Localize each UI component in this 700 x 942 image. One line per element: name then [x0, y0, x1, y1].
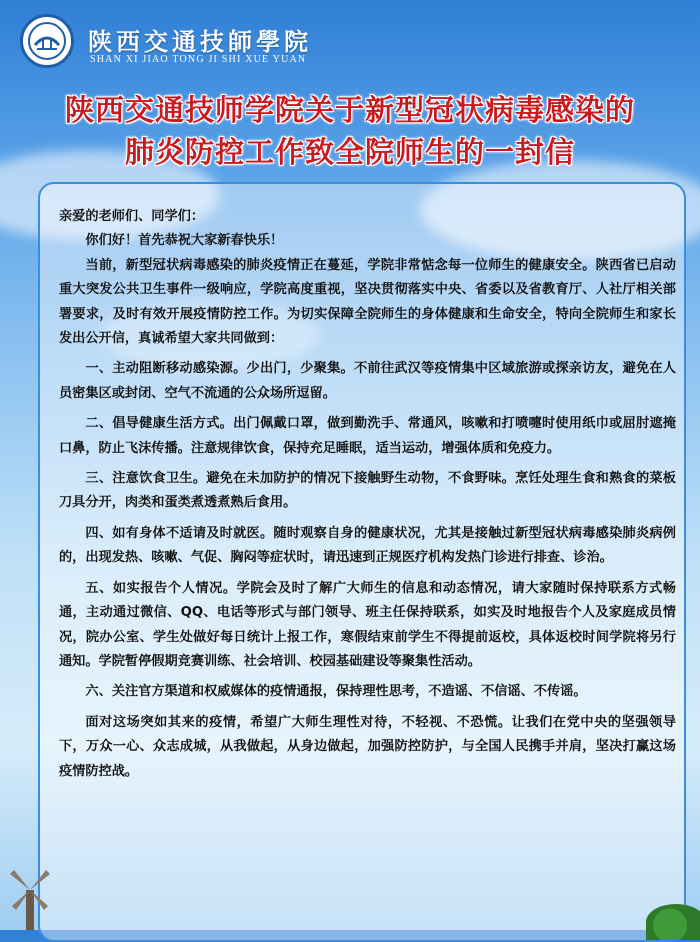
letter-paragraph-2: 二、倡导健康生活方式。出门佩戴口罩，做到勤洗手、常通风，咳嗽和打喷嚏时使用纸巾或屈肘遮掩口鼻，防止飞沫传播。注意规律饮食，保持充足睡眠，适当运动，增强体质和免疫力。 [59, 416, 676, 456]
header [0, 0, 700, 75]
letter-paragraph-6: 六、关注官方渠道和权威媒体的疫情通报，保持理性思考，不造谣、不信谣、不传谣。 [85, 684, 587, 700]
letter-paragraph-5: 五、如实报告个人情况。学院会及时了解广大师生的信息和动态情况，请大家随时保持联系方式畅通，主动通过微信、QQ、电话等形式与部门领导、班主任保持联系，如实及时地报告个人及家庭成员情况，院办公室、学生处做好每日统计上报工作，寒假结束前学生不得提前返校，具体返校时间学院将另行通知。学院暂停假期竞赛训练、社会培训、校园基础建设等聚集性活动。 [59, 580, 676, 669]
letter-paragraph-4: 四、如有身体不适请及时就医。随时观察自身的健康状况，尤其是接触过新型冠状病毒感染肺炎病例的，出现发热、咳嗽、气促、胸闷等症状时，请迅速到正规医疗机构发热门诊进行排查、诊治。 [59, 525, 676, 566]
school-name-en: SHAN XI JIAO TONG JI SHI XUE YUAN [90, 54, 307, 65]
letter-greeting: 你们好！首先恭祝大家新春快乐！ [85, 233, 284, 249]
letter-paragraph-3: 三、注意饮食卫生。避免在未加防护的情况下接触野生动物，不食野味。烹饪处理生食和熟食的菜板刀具分开，肉类和蛋类煮透煮熟后食用。 [59, 471, 676, 511]
tree-decoration [646, 904, 700, 940]
letter-title-line-1: 陕西交通技师学院关于新型冠状病毒感染的 [64, 93, 635, 127]
school-name-cn: 陕西交通技師學院 [88, 27, 312, 56]
school-emblem-icon [20, 14, 74, 68]
letter-salutation: 亲爱的老师们、同学们： [59, 209, 205, 224]
letter-paragraph-1: 一、主动阻断移动感染源。少出门，少聚集。不前往武汉等疫情集中区域旅游或探亲访友，避免在人员密集区或封闭、空气不流通的公众场所逗留。 [59, 361, 676, 401]
letter-body [59, 205, 676, 784]
windmill-icon [6, 860, 54, 930]
letter-title-line-2: 肺炎防控工作致全院师生的一封信 [124, 135, 575, 169]
letter-paragraph-intro: 当前，新型冠状病毒感染的肺炎疫情正在蔓延，学院非常惦念每一位师生的健康安全。陕西省已启动重大突发公共卫生事件一级响应，学院高度重视，坚决贯彻落实中央、省委以及省教育厅、人社厅相关部署要求，及时有效开展疫情防控工作。为切实保障全院师生的身体健康和生命安全，特向全院师生和家长发出公开信，真诚希望大家共同做到： [59, 257, 676, 347]
letter-paragraph-closing: 面对这场突如其来的疫情，希望广大师生理性对待，不轻视、不恐慌。让我们在党中央的坚强领导下，万众一心、众志成城，从我做起，从身边做起，加强防控防护，与全国人民携手并肩，坚决打赢这场疫情防控战。 [59, 714, 676, 779]
